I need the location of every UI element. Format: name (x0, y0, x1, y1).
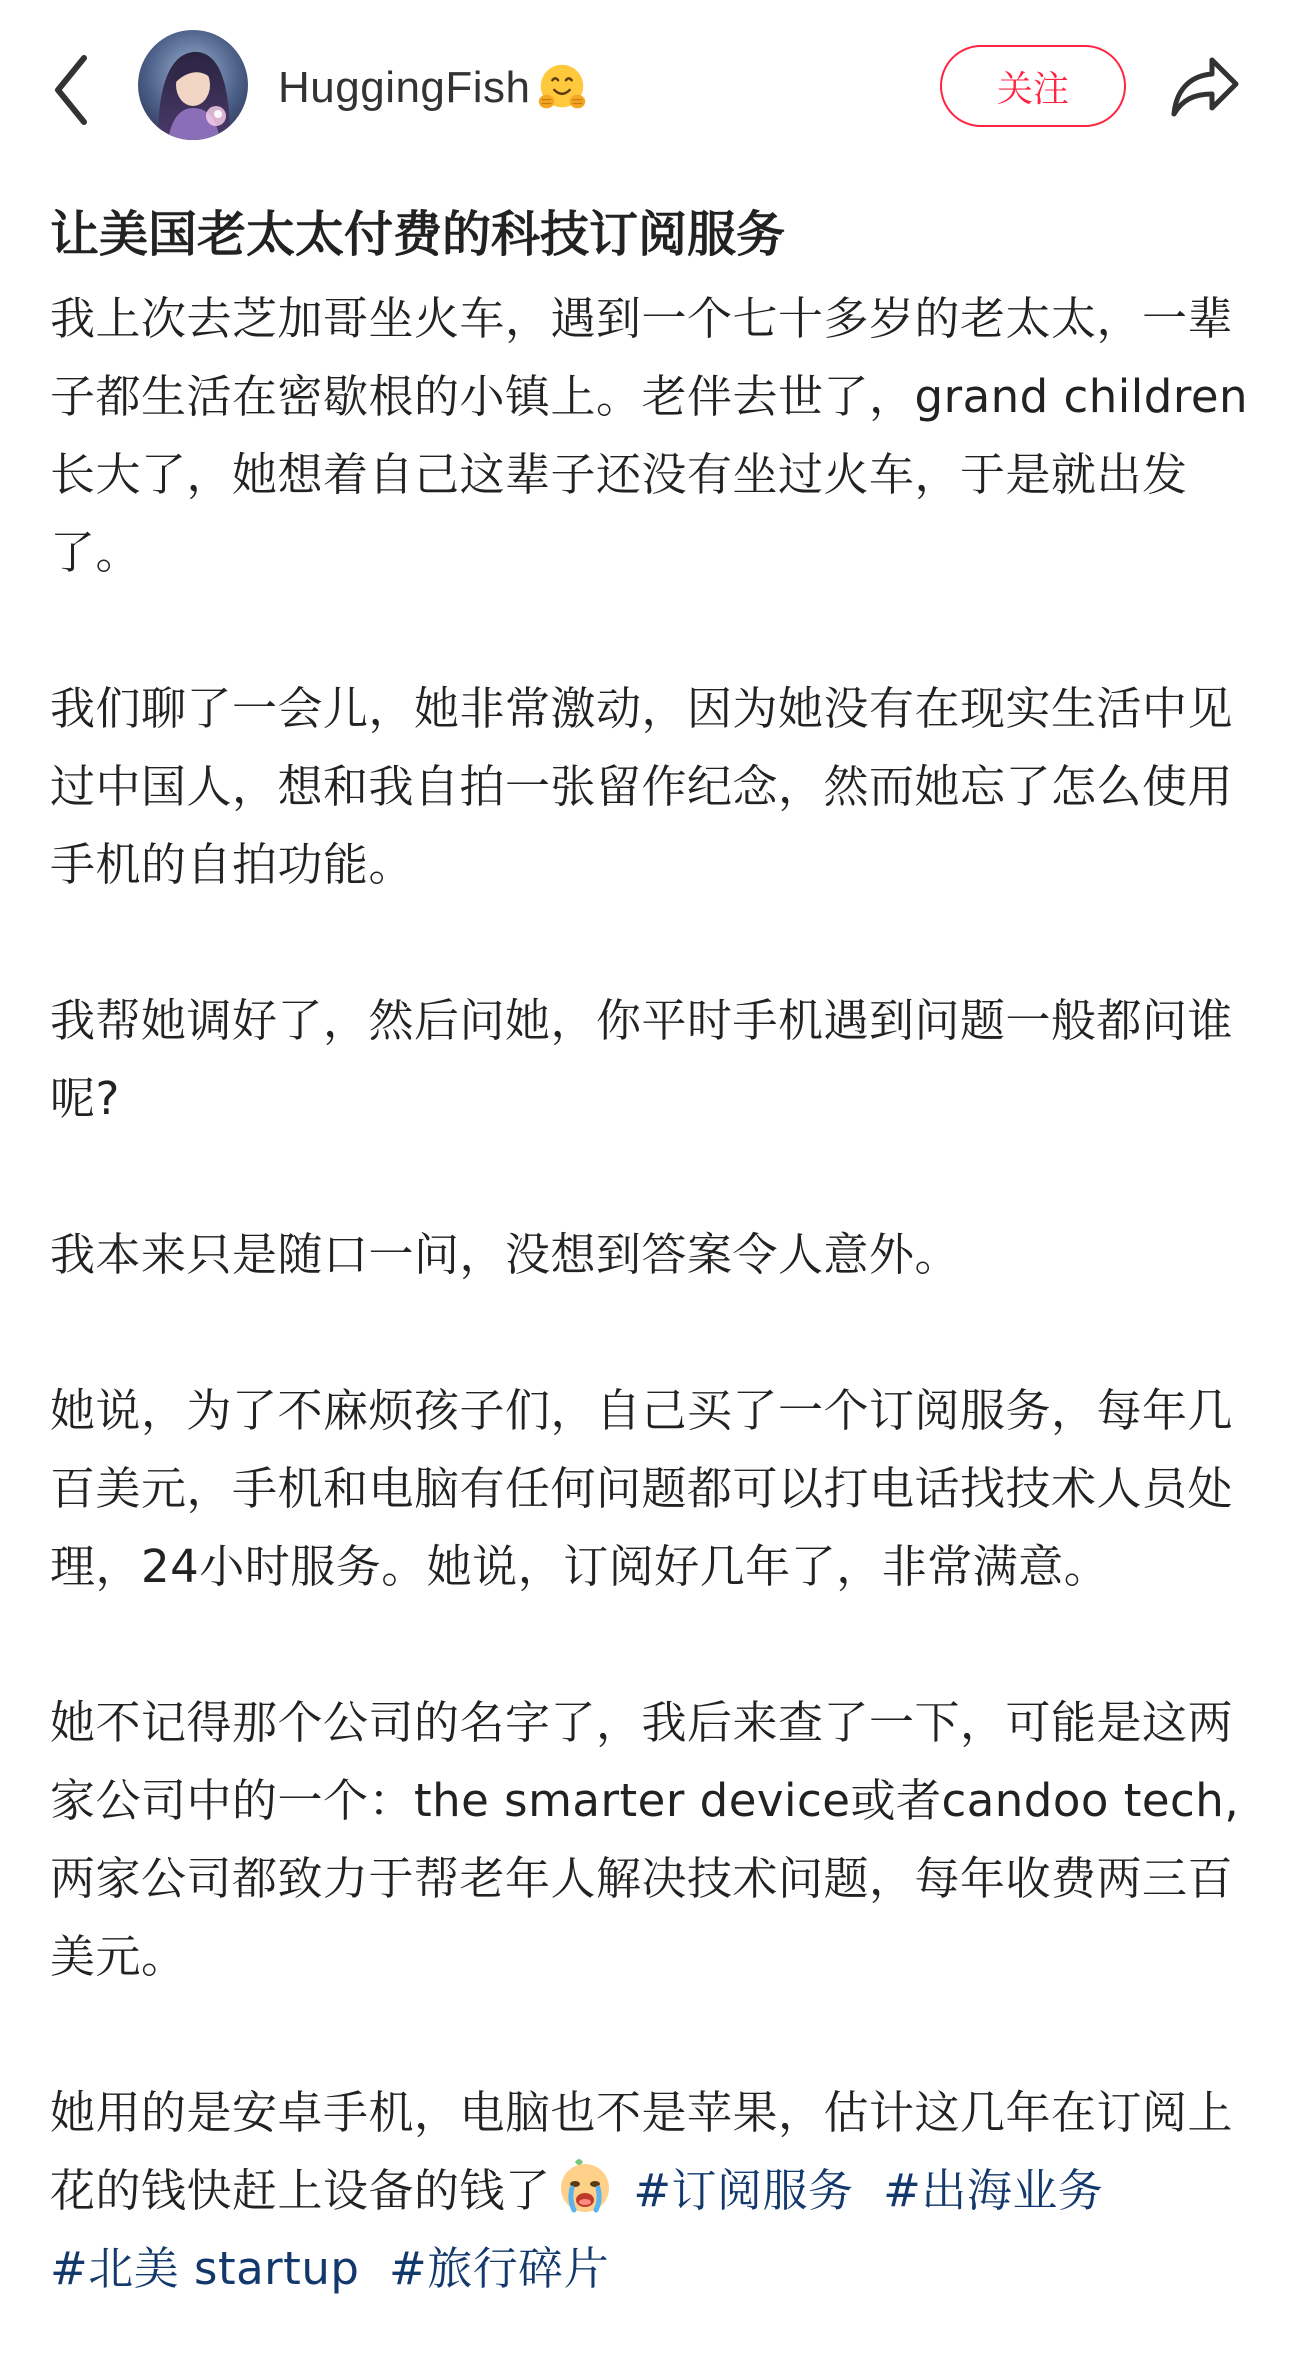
author-name[interactable]: HuggingFish (278, 63, 531, 112)
hashtag-link[interactable]: #订阅服务 (633, 2164, 854, 2217)
post-content (50, 190, 1250, 2308)
hugging-face-emoji-icon (533, 59, 591, 117)
hashtag-link[interactable]: #出海业务 (883, 2164, 1104, 2217)
post-paragraph: 我本来只是随口一问，没想到答案令人意外。 (50, 1228, 961, 1281)
post-paragraph: 我上次去芝加哥坐火车，遇到一个七十多岁的老太太，一辈子都生活在密歇根的小镇上。老伴去世了，grand children长大了，她想着自己这辈子还没有坐过火车，于是就出发了。 (50, 292, 1249, 579)
post-title: 让美国老太太付费的科技订阅服务 (50, 206, 786, 263)
post-paragraph: 我们聊了一会儿，她非常激动，因为她没有在现实生活中见过中国人，想和我自拍一张留作纪念，然而她忘了怎么使用手机的自拍功能。 (50, 682, 1234, 891)
back-button[interactable] (48, 50, 98, 130)
post-paragraph: 她说，为了不麻烦孩子们，自己买了一个订阅服务，每年几百美元，手机和电脑有任何问题都可以打电话找技术人员处理，24小时服务。她说，订阅好几年了，非常满意。 (50, 1384, 1234, 1593)
share-arrow-icon (1168, 52, 1242, 122)
post-header (0, 0, 1290, 180)
author-name-group[interactable] (278, 58, 591, 118)
share-button[interactable] (1168, 52, 1242, 122)
avatar[interactable] (138, 30, 248, 140)
crying-face-emoji-icon (555, 2156, 615, 2216)
post-paragraph-last (50, 2074, 1250, 2308)
follow-button[interactable]: 关注 (940, 45, 1126, 127)
chevron-left-icon (48, 50, 98, 130)
post-paragraph: 我帮她调好了，然后问她，你平时手机遇到问题一般都问谁呢? (50, 994, 1234, 1125)
hashtag-link[interactable]: #北美 startup (50, 2242, 360, 2295)
post-paragraph-text: 她用的是安卓手机，电脑也不是苹果，估计这几年在订阅上花的钱快赶上设备的钱了 (50, 2086, 1234, 2217)
post-paragraph: 她不记得那个公司的名字了，我后来查了一下，可能是这两家公司中的一个：the smarter device或者candoo tech, 两家公司都致力于帮老年人解决技术问题，每年收费两三百美元。 (50, 1696, 1240, 1983)
hashtag-link[interactable]: #旅行碎片 (389, 2242, 610, 2295)
